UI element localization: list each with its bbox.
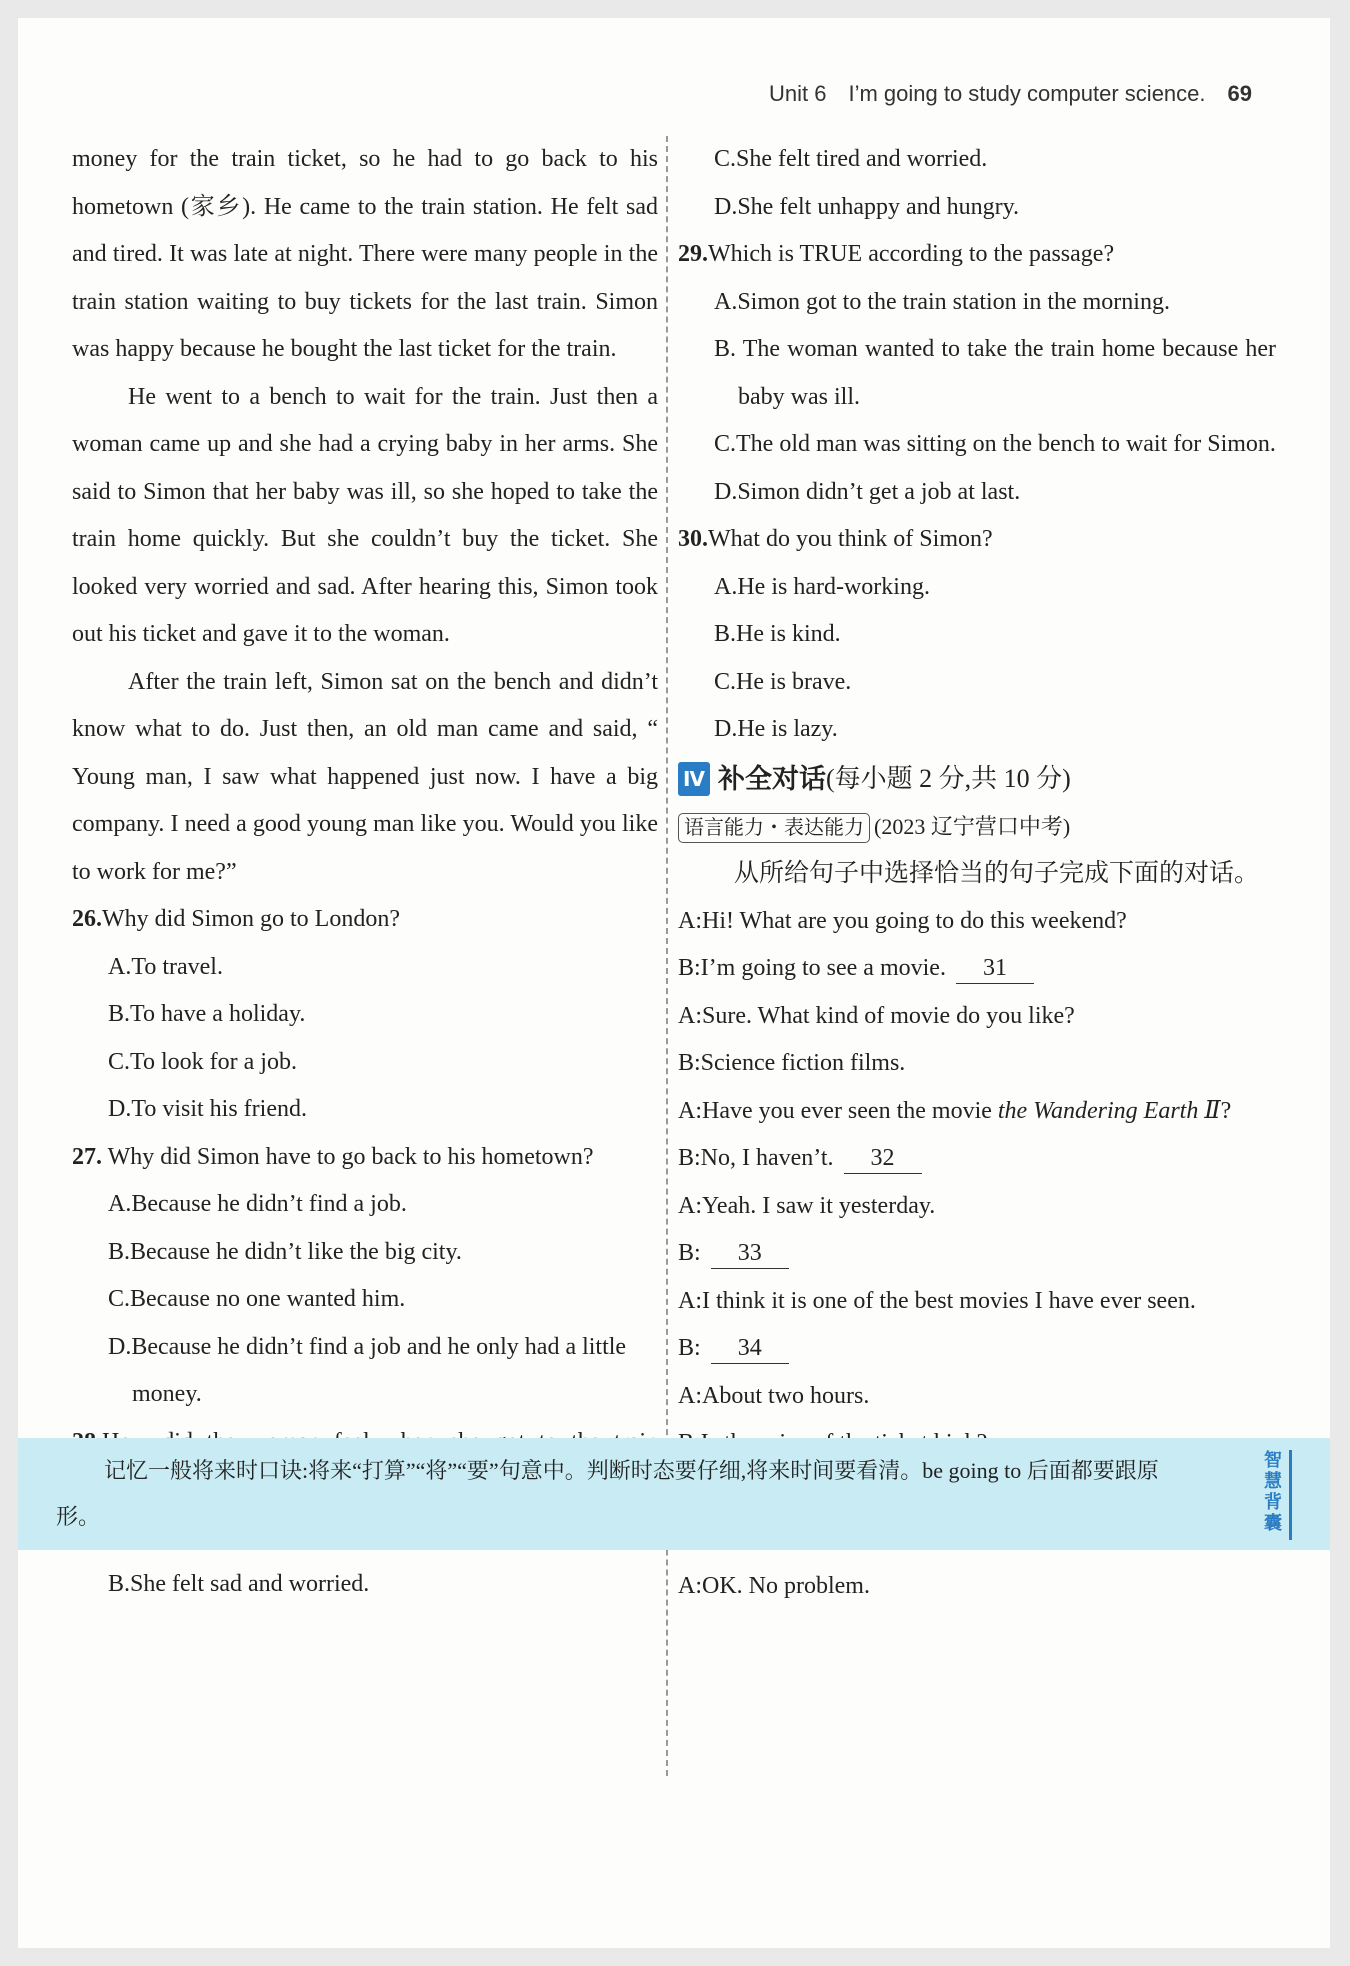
option-28-b: B.She felt sad and worried.: [108, 1571, 370, 1597]
dialog-line-10: [678, 1325, 1276, 1373]
question-30: [678, 516, 1276, 564]
dialog-text: ?: [1220, 1097, 1232, 1124]
left-column: [72, 136, 658, 1609]
section-number-badge: Ⅳ: [678, 762, 710, 796]
dialog-line-6: [678, 1135, 1276, 1183]
tip-text: 记忆一般将来时口诀:将来“打算”“将”“要”句意中。判断时态要仔细,将来时间要看清。be going to 后面都要跟原形。: [56, 1458, 1159, 1529]
section-tagline: [678, 804, 1276, 850]
dialog-line-2: [678, 945, 1276, 993]
option-29-b: B. The woman wanted to take the train home because her baby was ill.: [714, 336, 1276, 410]
page-header: [769, 74, 1252, 114]
dialog-line-11: A:About two hours.: [678, 1382, 870, 1409]
dialog-line-8: [678, 1230, 1276, 1278]
section-title: 补全对话: [718, 763, 826, 794]
section-score-note: (每小题 2 分,共 10 分): [826, 763, 1071, 793]
unit-title: I’m going to study computer science.: [848, 81, 1206, 106]
question-text: Why did Simon go to London?: [102, 906, 400, 932]
question-26: [72, 896, 658, 944]
dialog-line-1: A:Hi! What are you going to do this weekend?: [678, 907, 1127, 934]
option-26-c: C.To look for a job.: [108, 1048, 297, 1075]
blank-31[interactable]: 31: [956, 953, 1034, 984]
tip-side-label: 智慧背囊: [1264, 1450, 1282, 1533]
dialog-text: B:: [678, 1240, 701, 1266]
dialog-line-5: [678, 1088, 1276, 1136]
dialog-line-15: A:OK. No problem.: [678, 1572, 870, 1599]
question-number: 30.: [678, 526, 708, 552]
dialog-text: A:Have you ever seen the movie: [678, 1097, 998, 1124]
blank-32[interactable]: 32: [844, 1143, 922, 1174]
dialog-line-7: A:Yeah. I saw it yesterday.: [678, 1192, 936, 1219]
dialog-text: B:No, I haven’t.: [678, 1145, 834, 1171]
option-30-a: A.He is hard-working.: [714, 573, 930, 600]
dialog-line-3: A:Sure. What kind of movie do you like?: [678, 1002, 1075, 1029]
option-26-b: B.To have a holiday.: [108, 1001, 306, 1027]
passage-paragraph-1: money for the train ticket, so he had to go back to his hometown (家乡). He came to the train station. He felt sad and tired. It was late at night. There were many people in the train station waiting to buy tickets for the last train. Simon was happy because he bought the last ticket for the train.: [72, 146, 658, 362]
section-instruction: 从所给句子中选择恰当的句子完成下面的对话。: [734, 859, 1260, 887]
option-28-d: D.She felt unhappy and hungry.: [714, 193, 1020, 220]
option-27-a: A.Because he didn’t find a job.: [108, 1191, 407, 1217]
option-28-c: C.She felt tired and worried.: [714, 146, 988, 172]
blank-33[interactable]: 33: [711, 1238, 789, 1269]
question-number: 29.: [678, 241, 708, 267]
question-text: Which is TRUE according to the passage?: [708, 241, 1115, 267]
section-heading: [678, 754, 1276, 804]
dialog-line-4: B:Science fiction films.: [678, 1050, 906, 1076]
question-29: [678, 231, 1276, 279]
question-text: What do you think of Simon?: [708, 526, 993, 552]
option-30-b: B.He is kind.: [714, 621, 841, 647]
dialog-line-9: A:I think it is one of the best movies I have ever seen.: [678, 1287, 1196, 1314]
unit-label: Unit 6: [768, 81, 827, 106]
passage-paragraph-2: He went to a bench to wait for the train. Just then a woman came up and she had a crying baby in her arms. She said to Simon that her baby was ill, so she hoped to take the train home quickly. But she couldn’t buy the ticket. She looked very worried and sad. After hearing this, Simon took out his ticket and gave it to the woman.: [72, 383, 658, 647]
option-29-a: A.Simon got to the train station in the morning.: [714, 288, 1170, 315]
question-number: 27.: [72, 1143, 102, 1170]
option-27-c: C.Because no one wanted him.: [108, 1286, 406, 1312]
movie-title: the Wandering Earth Ⅱ: [997, 1097, 1221, 1124]
page-number: 69: [1227, 81, 1252, 106]
question-27: [72, 1134, 658, 1182]
option-27-b: B.Because he didn’t like the big city.: [108, 1238, 462, 1265]
option-30-d: D.He is lazy.: [714, 716, 838, 742]
tip-box: [18, 1438, 1330, 1550]
blank-34[interactable]: 34: [711, 1333, 789, 1364]
source-note: (2023 辽宁营口中考): [874, 813, 1071, 839]
dialog-text: B:: [678, 1335, 701, 1361]
option-27-d: D.Because he didn’t find a job and he only had a little money.: [108, 1333, 627, 1407]
option-29-d: D.Simon didn’t get a job at last.: [714, 478, 1021, 505]
question-number: 26.: [72, 906, 102, 932]
page: [18, 18, 1330, 1948]
skill-tag: 语言能力・表达能力: [678, 813, 870, 843]
question-text: Why did Simon have to go back to his hometown?: [107, 1143, 594, 1170]
option-26-a: A.To travel.: [108, 953, 223, 980]
option-29-c: C.The old man was sitting on the bench to wait for Simon.: [714, 431, 1276, 457]
right-column: [678, 136, 1276, 1610]
tip-bar: [1289, 1450, 1292, 1540]
dialog-text: B:I’m going to see a movie.: [678, 955, 946, 981]
option-30-c: C.He is brave.: [714, 668, 852, 695]
passage-paragraph-3: After the train left, Simon sat on the bench and didn’t know what to do. Just then, an old man came and said, “ Young man, I saw what happened just now. I have a big company. I need a good young man like you. Would you like to work for me?”: [72, 668, 658, 885]
option-26-d: D.To visit his friend.: [108, 1096, 307, 1122]
